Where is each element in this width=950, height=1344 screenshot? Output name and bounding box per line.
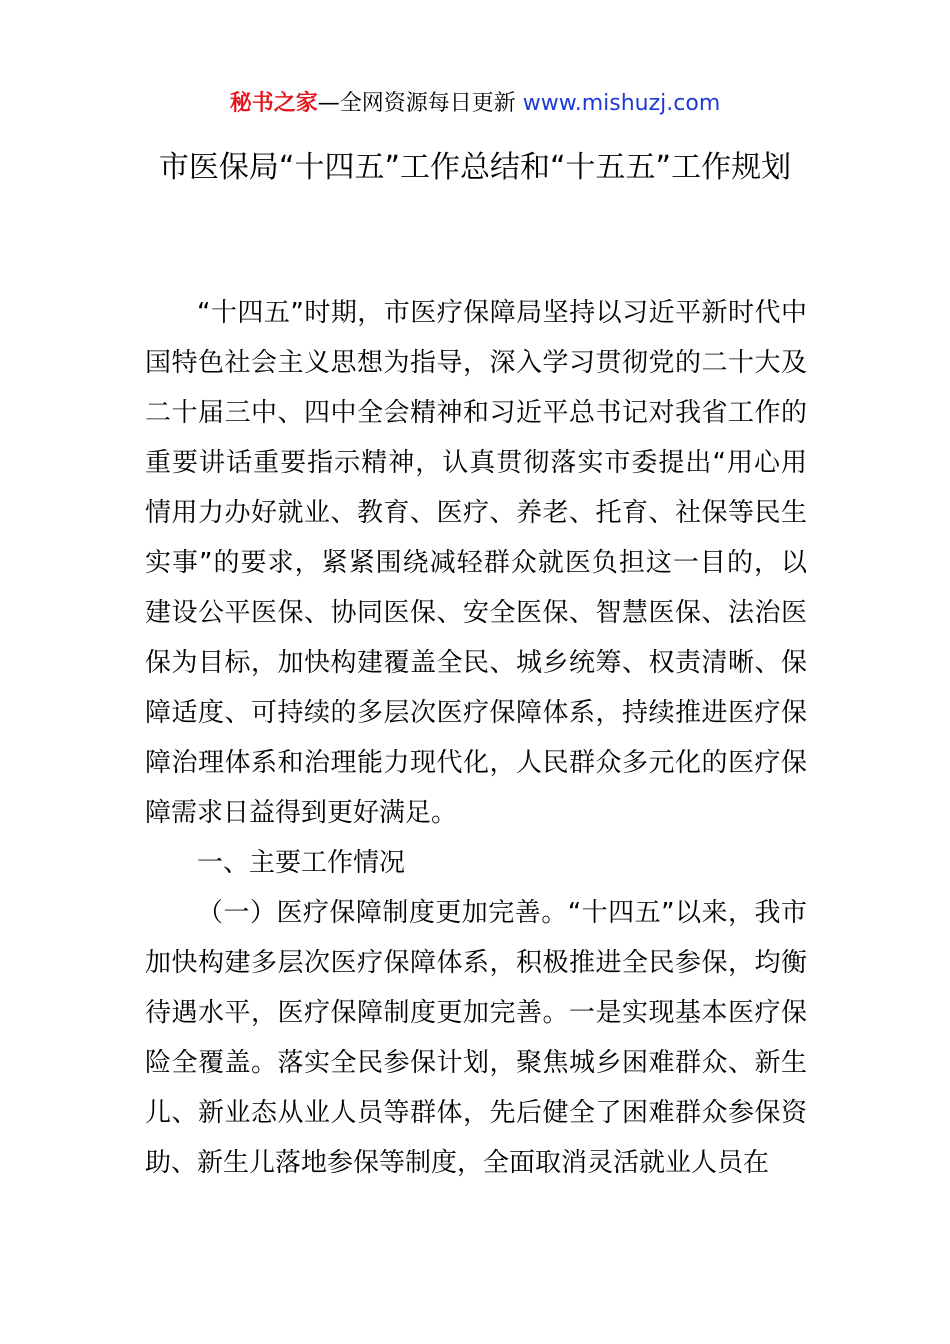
subsection-paragraph: （一）医疗保障制度更加完善。“十四五”以来，我市加快构建多层次医疗保障体系，积极推进全民参保，均衡待遇水平，医疗保障制度更加完善。一是实现基本医疗保险全覆盖。落实全民参保计划，聚焦城乡困难群众、新生儿、新业态从业人员等群体，先后健全了困难群众参保资助、新生儿落地参保等制度，全面取消灵活就业人员在: [145, 898, 807, 1178]
header-tagline: —全网资源每日更新: [317, 91, 523, 116]
document-body: [145, 288, 807, 1188]
site-header: [0, 86, 950, 122]
intro-paragraph: “十四五”时期，市医疗保障局坚持以习近平新时代中国特色社会主义思想为指导，深入学习贯彻党的二十大及二十届三中、四中全会精神和习近平总书记对我省工作的重要讲话重要指示精神，认真贯彻落实市委提出“用心用情用力办好就业、教育、医疗、养老、托育、社保等民生实事”的要求，紧紧围绕减轻群众就医负担这一目的，以建设公平医保、协同医保、安全医保、智慧医保、法治医保为目标，加快构建覆盖全民、城乡统筹、权责清晰、保障适度、可持续的多层次医疗保障体系，持续推进医疗保障治理体系和治理能力现代化，人民群众多元化的医疗保障需求日益得到更好满足。: [145, 298, 807, 828]
brand-name: 秘书之家: [229, 91, 318, 116]
document-title: 市医保局“十四五”工作总结和“十五五”工作规划: [158, 150, 792, 185]
section-heading: 一、主要工作情况: [197, 848, 406, 878]
site-url-link[interactable]: www.mishuzj.com: [522, 91, 721, 116]
